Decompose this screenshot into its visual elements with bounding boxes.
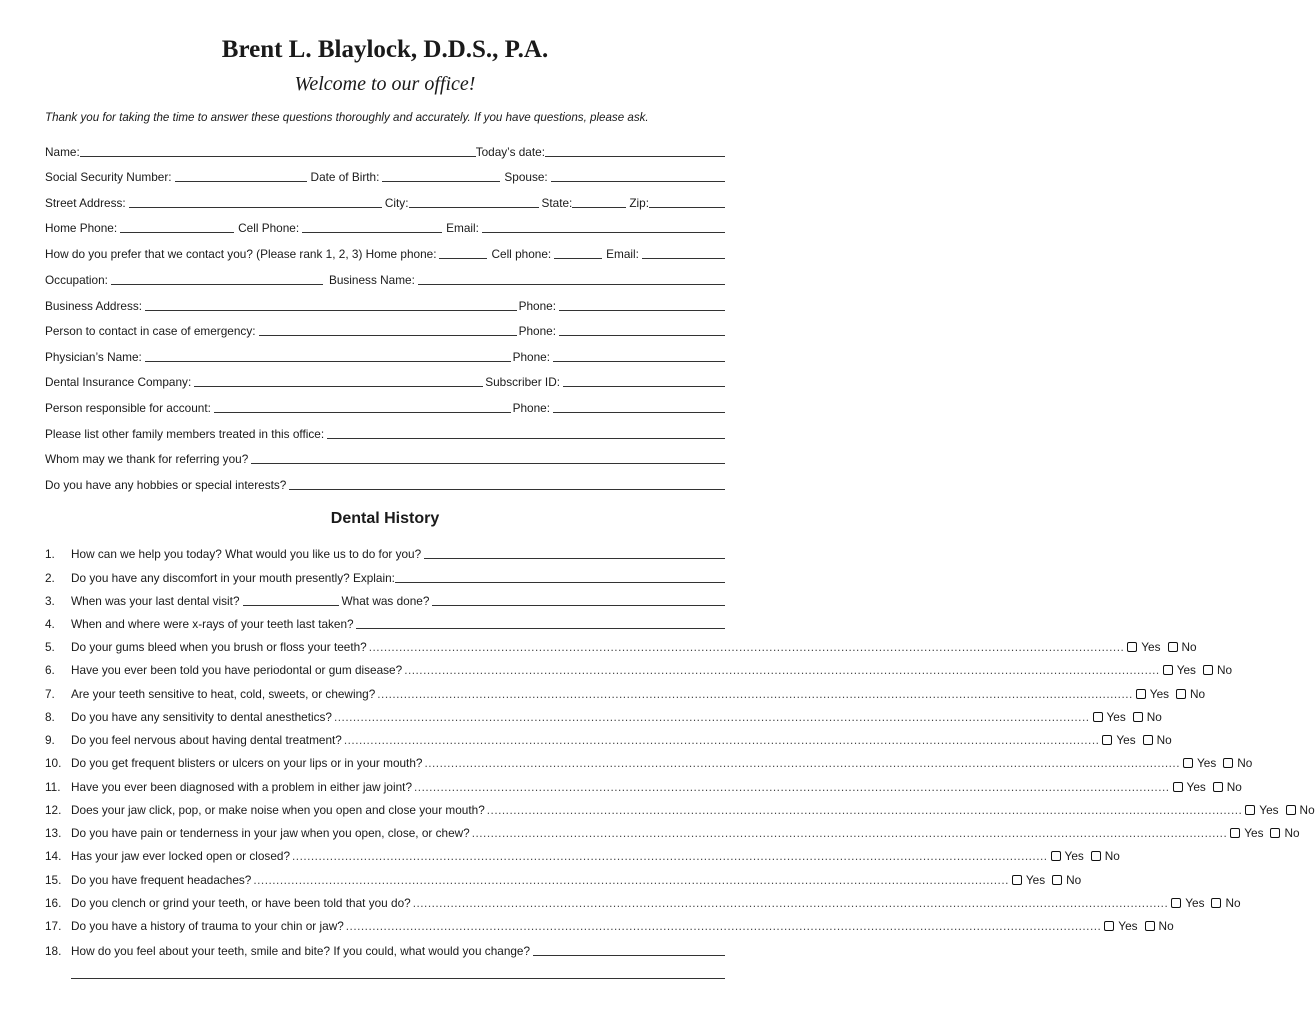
question-number: 4. — [45, 617, 55, 631]
responsible-field[interactable] — [214, 400, 511, 413]
cell-phone-label: Cell Phone: — [238, 221, 300, 235]
no-checkbox[interactable] — [1213, 782, 1223, 792]
question-number: 3. — [45, 594, 55, 608]
family-row — [45, 423, 725, 441]
intro-text: Thank you for taking the time to answer these questions thoroughly and accurately. If you have questions, please ask. — [45, 111, 649, 124]
yes-no-options — [1127, 640, 1196, 654]
emergency-field[interactable] — [259, 323, 517, 336]
insurance-row — [45, 371, 725, 389]
no-checkbox[interactable] — [1211, 898, 1221, 908]
yes-checkbox[interactable] — [1012, 875, 1022, 885]
answer-field[interactable] — [424, 546, 725, 559]
question-row — [45, 729, 1172, 747]
insurance-field[interactable] — [194, 374, 483, 387]
last-visit-field[interactable] — [243, 593, 339, 606]
spouse-field[interactable] — [551, 169, 725, 182]
responsible-row — [45, 397, 725, 415]
responsible-phone-field[interactable] — [553, 400, 725, 413]
cell-phone-field[interactable] — [302, 220, 442, 233]
yes-checkbox[interactable] — [1173, 782, 1183, 792]
yes-label: Yes — [1196, 756, 1217, 770]
question-text: Do you have pain or tenderness in your jaw when you open, close, or chew? — [71, 826, 470, 840]
leader-dots: ........................................................................................................................................................................................................ — [414, 780, 1170, 794]
todays-date-label: Today’s date: — [475, 145, 545, 159]
leader-dots: ........................................................................................................................................................................................................ — [404, 663, 1160, 677]
answer-field[interactable] — [395, 570, 725, 583]
yes-no-options — [1104, 919, 1173, 933]
no-label: No — [1104, 849, 1120, 863]
hobbies-field[interactable] — [289, 477, 725, 490]
ssn-label: Social Security Number: — [45, 170, 172, 184]
question-text: Has your jaw ever locked open or closed? — [71, 849, 291, 863]
question-text: Do you get frequent blisters or ulcers on your lips or in your mouth? — [71, 756, 423, 770]
business-address-field[interactable] — [145, 298, 517, 311]
no-label: No — [1158, 919, 1174, 933]
no-label: No — [1216, 663, 1233, 677]
no-label: No — [1146, 710, 1162, 724]
occupation-field[interactable] — [111, 272, 323, 285]
contact-cell-label: Cell phone: — [491, 247, 552, 261]
yes-label: Yes — [1176, 663, 1196, 677]
yes-no-options — [1012, 873, 1081, 887]
question-text: When and where were x-rays of your teeth last taken? — [71, 617, 354, 631]
yes-no-options — [1183, 756, 1252, 770]
question-row — [45, 940, 725, 958]
business-address-label: Business Address: — [45, 299, 143, 313]
yes-checkbox[interactable] — [1230, 828, 1240, 838]
question-text: Do you have any discomfort in your mouth presently? Explain: — [71, 571, 395, 585]
spouse-label: Spouse: — [504, 170, 548, 184]
question-text: Do you have frequent headaches? — [71, 873, 252, 887]
question-text: Does your jaw click, pop, or make noise when you open and close your mouth? — [71, 803, 485, 817]
question-number: 2. — [45, 571, 55, 585]
question-text: Are your teeth sensitive to heat, cold, sweets, or chewing? — [71, 687, 376, 701]
question-row — [45, 567, 725, 585]
question-number: 12. — [45, 803, 62, 817]
question-number: 16. — [45, 896, 62, 910]
yes-checkbox[interactable] — [1093, 712, 1103, 722]
question-text-secondary: What was done? — [341, 594, 430, 608]
question-row — [45, 613, 725, 631]
yes-label: Yes — [1116, 733, 1136, 747]
question-row — [45, 892, 1241, 910]
question-row — [45, 752, 1253, 770]
question-number: 5. — [45, 640, 55, 654]
question-number: 10. — [45, 756, 62, 770]
hobbies-label: Do you have any hobbies or special interests? — [45, 478, 287, 492]
leader-dots: ........................................................................................................................................................................................................ — [424, 756, 1180, 770]
leader-dots: ........................................................................................................................................................................................................ — [486, 803, 1243, 817]
leader-dots: ........................................................................................................................................................................................................ — [471, 826, 1228, 840]
dob-field[interactable] — [382, 169, 500, 182]
yes-checkbox[interactable] — [1183, 758, 1193, 768]
contact-email-label: Email: — [606, 247, 639, 261]
answer-field[interactable] — [432, 593, 725, 606]
no-checkbox[interactable] — [1133, 712, 1143, 722]
no-checkbox[interactable] — [1176, 689, 1186, 699]
no-label: No — [1226, 780, 1242, 794]
no-label: No — [1066, 873, 1082, 887]
question-text: When was your last dental visit? — [71, 594, 240, 608]
contact-pref-label: How do you prefer that we contact you? (Please rank 1, 2, 3) Home phone: — [45, 247, 437, 261]
hobbies-row — [45, 474, 725, 492]
city-field[interactable] — [409, 195, 539, 208]
referral-row — [45, 448, 725, 466]
yes-label: Yes — [1064, 849, 1084, 863]
question-row — [45, 776, 1242, 794]
no-label: No — [1299, 803, 1315, 817]
question-text: Do your gums bleed when you brush or floss your teeth? — [71, 640, 367, 654]
yes-checkbox[interactable] — [1102, 735, 1112, 745]
question-number: 13. — [45, 826, 62, 840]
yes-no-options — [1051, 849, 1120, 863]
question-number: 11. — [45, 780, 61, 794]
occupation-row — [45, 269, 725, 287]
name-field[interactable] — [80, 144, 476, 157]
welcome-message: Welcome to our office! — [294, 73, 476, 95]
todays-date-field[interactable] — [545, 144, 725, 157]
leader-dots: ........................................................................................................................................................................................................ — [334, 710, 1090, 724]
yes-checkbox[interactable] — [1171, 898, 1181, 908]
question-row — [45, 822, 1300, 840]
yes-checkbox[interactable] — [1127, 642, 1137, 652]
no-label: No — [1156, 733, 1172, 747]
question-number: 1. — [45, 547, 55, 561]
state-label: State: — [541, 196, 573, 210]
question-row — [45, 590, 725, 608]
leader-dots: ........................................................................................................................................................................................................ — [368, 640, 1125, 654]
physician-field[interactable] — [145, 349, 511, 362]
question-number: 17. — [45, 919, 62, 933]
street-field[interactable] — [129, 195, 382, 208]
yes-no-options — [1163, 663, 1232, 677]
occupation-label: Occupation: — [45, 273, 108, 287]
yes-no-options — [1136, 687, 1205, 701]
dob-label: Date of Birth: — [310, 170, 380, 184]
no-checkbox[interactable] — [1168, 642, 1178, 652]
question-number: 18. — [45, 944, 62, 958]
question-number: 9. — [45, 733, 55, 747]
state-field[interactable] — [572, 195, 626, 208]
responsible-phone-label: Phone: — [512, 401, 550, 415]
yes-checkbox[interactable] — [1104, 921, 1114, 931]
business-phone-label: Phone: — [518, 299, 556, 313]
responsible-label: Person responsible for account: — [45, 401, 211, 415]
question-text: Have you ever been told you have periodontal or gum disease? — [71, 663, 403, 677]
question-text: How can we help you today? What would you like us to do for you? — [71, 547, 422, 561]
question-row — [45, 845, 1120, 863]
yes-no-options — [1173, 780, 1242, 794]
yes-label: Yes — [1149, 687, 1170, 701]
question-text: Do you clench or grind your teeth, or have been told that you do? — [71, 896, 411, 910]
no-label: No — [1225, 896, 1241, 910]
name-row — [45, 141, 725, 159]
ssn-row — [45, 166, 725, 184]
zip-label: Zip: — [629, 196, 649, 210]
subscriber-label: Subscriber ID: — [485, 375, 560, 389]
yes-label: Yes — [1118, 919, 1138, 933]
business-name-label: Business Name: — [328, 273, 415, 287]
ssn-field[interactable] — [175, 169, 307, 182]
referral-label: Whom may we thank for referring you? — [45, 452, 249, 466]
leader-dots: ........................................................................................................................................................................................................ — [412, 896, 1169, 910]
phone-row — [45, 217, 725, 235]
yes-checkbox[interactable] — [1163, 665, 1173, 675]
no-label: No — [1190, 687, 1206, 701]
insurance-label: Dental Insurance Company: — [45, 375, 192, 389]
subscriber-field[interactable] — [563, 374, 725, 387]
no-label: No — [1181, 640, 1197, 654]
answer-field[interactable] — [533, 943, 725, 956]
question-number: 7. — [45, 687, 55, 701]
yes-label: Yes — [1106, 710, 1126, 724]
zip-field[interactable] — [649, 195, 725, 208]
leader-dots: ........................................................................................................................................................................................................ — [343, 733, 1100, 747]
leader-dots: ........................................................................................................................................................................................................ — [345, 919, 1102, 933]
emergency-phone-field[interactable] — [559, 323, 725, 336]
dental-history-heading: Dental History — [330, 510, 440, 527]
business-address-row — [45, 295, 725, 313]
question-text: Do you have any sensitivity to dental anesthetics? — [71, 710, 332, 724]
question-text: Have you ever been diagnosed with a problem in either jaw joint? — [71, 780, 413, 794]
family-field[interactable] — [327, 426, 725, 439]
no-checkbox[interactable] — [1203, 665, 1213, 675]
physician-phone-field[interactable] — [553, 349, 725, 362]
no-checkbox[interactable] — [1223, 758, 1233, 768]
business-phone-field[interactable] — [559, 298, 725, 311]
physician-label: Physician’s Name: — [45, 350, 142, 364]
question-row — [45, 636, 1197, 654]
yes-no-options — [1230, 826, 1299, 840]
leader-dots: ........................................................................................................................................................................................................ — [253, 873, 1009, 887]
emergency-label: Person to contact in case of emergency: — [45, 324, 256, 338]
yes-label: Yes — [1186, 780, 1206, 794]
yes-checkbox[interactable] — [1051, 851, 1061, 861]
question-number: 6. — [45, 663, 55, 677]
question-row — [45, 915, 1174, 933]
question-number: 8. — [45, 710, 55, 724]
no-checkbox[interactable] — [1286, 805, 1296, 815]
question-row — [45, 543, 725, 561]
no-checkbox[interactable] — [1052, 875, 1062, 885]
leader-dots: ........................................................................................................................................................................................................ — [377, 687, 1133, 701]
question-row — [45, 869, 1082, 887]
practice-title: Brent L. Blaylock, D.D.S., P.A. — [221, 36, 549, 63]
question-row — [45, 683, 1206, 701]
contact-email-rank-field[interactable] — [642, 246, 725, 259]
question-number: 15. — [45, 873, 62, 887]
street-label: Street Address: — [45, 196, 126, 210]
home-phone-label: Home Phone: — [45, 221, 118, 235]
answer-continuation-field[interactable] — [71, 978, 725, 979]
question-number: 14. — [45, 849, 62, 863]
no-checkbox[interactable] — [1270, 828, 1280, 838]
yes-label: Yes — [1259, 803, 1279, 817]
email-field[interactable] — [482, 220, 725, 233]
contact-home-rank-field[interactable] — [439, 246, 487, 259]
emergency-row — [45, 320, 725, 338]
yes-no-options — [1102, 733, 1171, 747]
contact-pref-row — [45, 243, 725, 261]
no-label: No — [1237, 756, 1253, 770]
question-row — [45, 799, 1315, 817]
yes-no-options — [1093, 710, 1162, 724]
yes-no-options — [1245, 803, 1314, 817]
yes-label: Yes — [1141, 640, 1161, 654]
no-checkbox[interactable] — [1143, 735, 1153, 745]
name-label: Name: — [45, 145, 80, 159]
emergency-phone-label: Phone: — [518, 324, 556, 338]
no-checkbox[interactable] — [1145, 921, 1155, 931]
question-text: Do you feel nervous about having dental treatment? — [71, 733, 342, 747]
yes-checkbox[interactable] — [1136, 689, 1146, 699]
question-row — [45, 659, 1233, 677]
leader-dots: ........................................................................................................................................................................................................ — [292, 849, 1048, 863]
yes-label: Yes — [1244, 826, 1264, 840]
contact-cell-rank-field[interactable] — [554, 246, 602, 259]
physician-phone-label: Phone: — [512, 350, 550, 364]
question-row — [45, 706, 1162, 724]
question-text: Do you have a history of trauma to your chin or jaw? — [71, 919, 344, 933]
yes-label: Yes — [1185, 896, 1205, 910]
yes-checkbox[interactable] — [1245, 805, 1255, 815]
city-label: City: — [384, 196, 409, 210]
no-label: No — [1284, 826, 1300, 840]
email-label: Email: — [446, 221, 479, 235]
business-name-field[interactable] — [418, 272, 725, 285]
home-phone-field[interactable] — [120, 220, 234, 233]
referral-field[interactable] — [251, 451, 725, 464]
question-text: How do you feel about your teeth, smile and bite? If you could, what would you change? — [71, 944, 531, 958]
no-checkbox[interactable] — [1091, 851, 1101, 861]
family-label: Please list other family members treated in this office: — [45, 427, 325, 441]
yes-label: Yes — [1025, 873, 1046, 887]
physician-row — [45, 346, 725, 364]
answer-field[interactable] — [356, 616, 725, 629]
yes-no-options — [1171, 896, 1240, 910]
address-row — [45, 192, 725, 210]
